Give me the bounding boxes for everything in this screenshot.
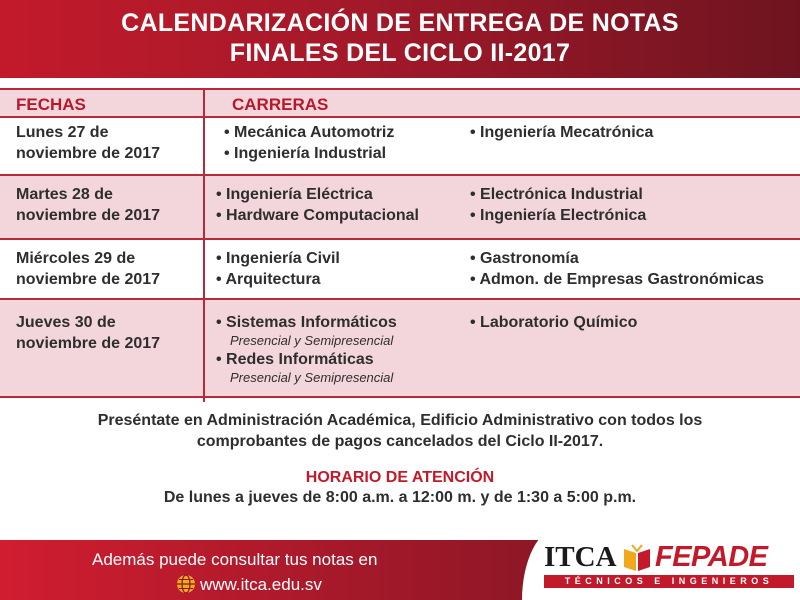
instructions-text — [0, 410, 800, 452]
career-item: • Arquitectura — [216, 271, 321, 288]
career-item: • Ingeniería Electrónica — [470, 207, 647, 224]
careers-left — [216, 248, 340, 290]
logo-fepade-text: FEPADE — [655, 541, 768, 573]
date-line: noviembre de 2017 — [16, 335, 161, 352]
page-title-line-1: CALENDARIZACIÓN DE ENTREGA DE NOTAS — [121, 9, 679, 37]
logo-itca-text: ITCA — [544, 541, 617, 573]
career-item: • Sistemas Informáticos — [216, 314, 397, 331]
career-modality-note: Presencial y Semipresencial — [230, 333, 394, 348]
date-line: noviembre de 2017 — [16, 271, 161, 288]
date-line: Jueves 30 de — [16, 314, 116, 331]
row-date — [16, 248, 201, 290]
careers-right — [470, 184, 646, 226]
table-row — [0, 118, 800, 176]
career-item: • Ingeniería Civil — [216, 250, 340, 267]
table-row — [0, 176, 800, 240]
career-item: • Laboratorio Químico — [470, 314, 638, 331]
schedule-table — [0, 88, 800, 398]
consult-text: Además puede consultar tus notas en — [92, 550, 378, 569]
date-line: Miércoles 29 de — [16, 250, 136, 267]
row-date — [16, 122, 201, 164]
careers-right — [470, 122, 653, 143]
globe-icon — [176, 574, 196, 594]
career-item: • Ingeniería Eléctrica — [216, 186, 373, 203]
date-line: noviembre de 2017 — [16, 145, 161, 162]
career-item: • Gastronomía — [470, 250, 579, 267]
banner-header — [0, 0, 800, 78]
career-item: • Electrónica Industrial — [470, 186, 643, 203]
column-header-dates: FECHAS — [16, 95, 86, 114]
career-item: • Redes Informáticas — [216, 351, 374, 368]
column-divider — [203, 88, 205, 402]
schedule-title: HORARIO DE ATENCIÓN — [305, 469, 495, 486]
table-header-row — [0, 88, 800, 118]
table-row — [0, 300, 800, 398]
career-modality-note: Presencial y Semipresencial — [230, 370, 394, 385]
logo-tagline: TÉCNICOS E INGENIEROS — [544, 575, 794, 588]
itca-fepade-logo — [522, 527, 800, 600]
column-header-careers: CARRERAS — [232, 95, 329, 114]
career-item: • Ingeniería Mecatrónica — [470, 124, 654, 141]
website-link[interactable]: www.itca.edu.sv — [200, 575, 322, 594]
careers-left — [216, 184, 419, 226]
career-item: • Hardware Computacional — [216, 207, 419, 224]
page-title-line-2: FINALES DEL CICLO II-2017 — [229, 39, 571, 67]
instructions-line: Preséntate en Administración Académica, Edificio Administrativo con todos los — [97, 412, 703, 429]
schedule-hours: De lunes a jueves de 8:00 a.m. a 12:00 m. y de 1:30 a 5:00 p.m. — [163, 489, 637, 506]
career-item: • Mecánica Automotriz — [224, 124, 395, 141]
date-line: Lunes 27 de — [16, 124, 109, 141]
date-line: Martes 28 de — [16, 186, 113, 203]
row-date — [16, 312, 201, 354]
row-date — [16, 184, 201, 226]
careers-left — [216, 312, 397, 386]
instructions-line: comprobantes de pagos cancelados del Ciclo II-2017. — [196, 433, 604, 450]
table-row — [0, 240, 800, 300]
date-line: noviembre de 2017 — [16, 207, 161, 224]
careers-right — [470, 312, 637, 333]
careers-left — [224, 122, 394, 164]
career-item: • Ingeniería Industrial — [224, 145, 387, 162]
book-emblem-icon — [622, 543, 652, 573]
career-item: • Admon. de Empresas Gastronómicas — [470, 271, 764, 288]
careers-right — [470, 248, 764, 290]
